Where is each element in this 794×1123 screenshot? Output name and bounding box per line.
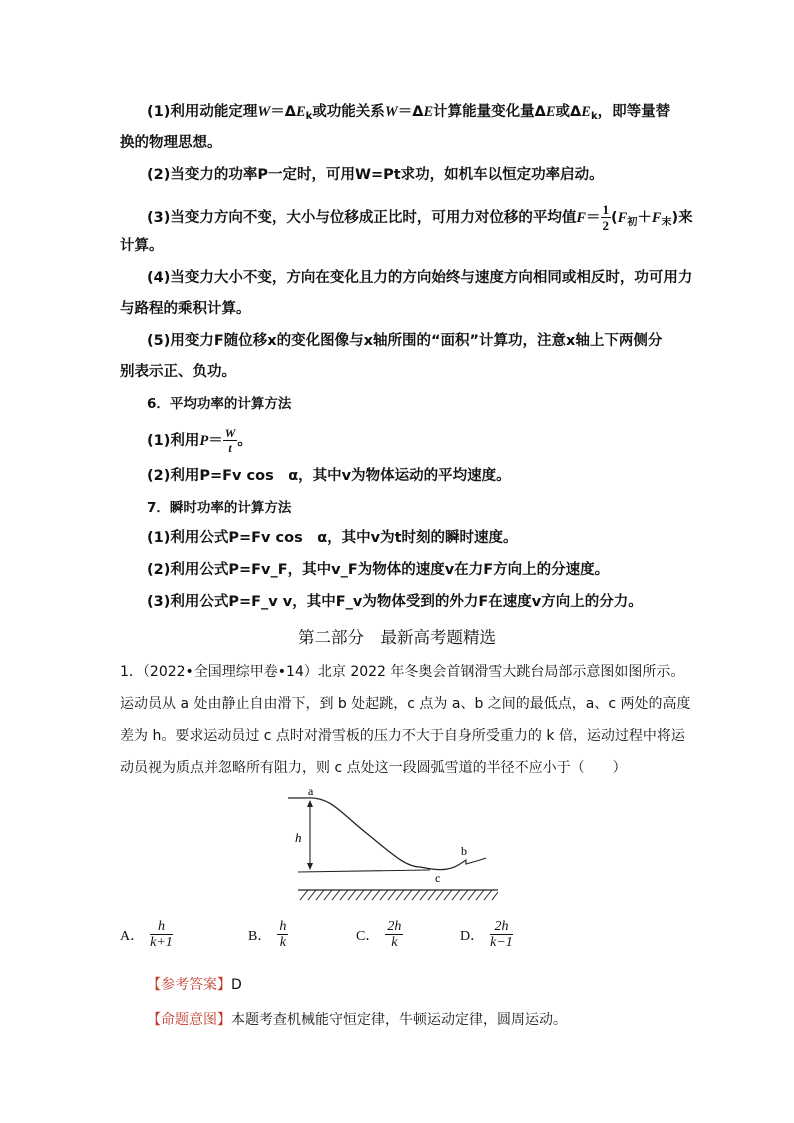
arrow-head-up (307, 800, 313, 807)
label-c: c (435, 871, 441, 885)
answer-value: D (231, 977, 242, 993)
label-a: a (308, 784, 314, 798)
intent-label: 【命题意图】 (147, 1012, 231, 1028)
option-a[interactable]: A． $\frac{h}{k+1}$ (120, 919, 173, 950)
method-5-line-2: 别表示正、负功。 (120, 364, 236, 380)
answer-label: 【参考答案】 (147, 977, 231, 993)
method-1-line-2: 换的物理思想。 (120, 135, 222, 151)
question-line-3: 差为 h。要求运动员过 c 点时对滑雪板的压力不大于自身所受重力的 k 倍，运动过程中将运 (120, 728, 685, 744)
method-4-line-1: (4)当变力大小不变，方向在变化且力的方向始终与速度方向相同或相反时，功可用力 (147, 270, 693, 286)
ski-jump-figure (280, 782, 510, 912)
method-4-line-2: 与路程的乘积计算。 (120, 301, 251, 317)
question-line-1: 1．（2022•全国理综甲卷•14）北京 2022 年冬奥会首钢滑雪大跳台局部示意图如图所示。 (120, 664, 685, 680)
question-line-2: 运动员从 a 处由静止自由滑下，到 b 处起跳，c 点为 a、b 之间的最低点，a、c 两处的高度 (120, 696, 691, 712)
w-over-t-fraction: $\frac{W}{t}$ (224, 426, 236, 455)
method-5-line-1: (5)用变力F随位移x的变化图像与x轴所围的“面积”计算功，注意x轴上下两侧分 (147, 333, 663, 349)
section-title: 第二部分 最新高考题精选 (298, 628, 496, 647)
question-line-4: 动员视为质点并忽略所有阻力，则 c 点处这一段圆弧雪道的半径不应小于（ ） (120, 760, 627, 776)
method-1-line-1: (1)利用动能定理$W=\Delta E_k$或功能关系W＝ΔE计算能量变化量ΔE或$\Delta E_k$，即等量替 (147, 104, 671, 122)
method-3-line-1: (3)当变力方向不变，大小与位移成正比时，可用力对位移的平均值F＝ $\frac{1}{2}$ $(F_初+F_末)$来 (147, 202, 693, 233)
inst-power-item-1: (1)利用公式P=Fv cos α，其中v为t时刻的瞬时速度。 (147, 530, 518, 546)
ground-hatching (300, 890, 498, 900)
inst-power-heading: 7．瞬时功率的计算方法 (147, 500, 292, 516)
option-c[interactable]: C． $\frac{2h}{k}$ (356, 919, 402, 950)
option-d[interactable]: D． $\frac{2h}{k-1}$ (460, 919, 513, 950)
takeoff-ramp (460, 858, 486, 864)
intent-text: 本题考查机械能守恒定律，牛顿运动定律，圆周运动。 (231, 1012, 567, 1028)
reference-line (298, 870, 430, 872)
arrow-head-down (307, 863, 313, 870)
label-h: h (295, 830, 302, 845)
option-b[interactable]: B． $\frac{h}{k}$ (248, 919, 287, 950)
one-half-fraction: $\frac{1}{2}$ (602, 202, 610, 233)
inst-power-item-3: (3)利用公式P=F_v v，其中F_v为物体受到的外力F在速度v方向上的分力。 (147, 594, 643, 610)
avg-power-heading: 6．平均功率的计算方法 (147, 396, 292, 412)
intent-line (147, 1010, 567, 1030)
inst-power-item-2: (2)利用公式P=Fv_F，其中v_F为物体的速度v在力F方向上的分速度。 (147, 562, 610, 578)
label-b: b (461, 844, 467, 858)
avg-power-item-1: (1)利用P＝ $\frac{W}{t}$ 。 (147, 426, 252, 455)
slope-curve (306, 798, 460, 870)
avg-power-item-2: (2)利用P=Fv cos α，其中v为物体运动的平均速度。 (147, 468, 511, 484)
answer-line (147, 975, 242, 995)
method-2: (2)当变力的功率P一定时，可用W=Pt求功，如机车以恒定功率启动。 (147, 167, 604, 183)
method-3-line-2: 计算。 (120, 238, 164, 254)
